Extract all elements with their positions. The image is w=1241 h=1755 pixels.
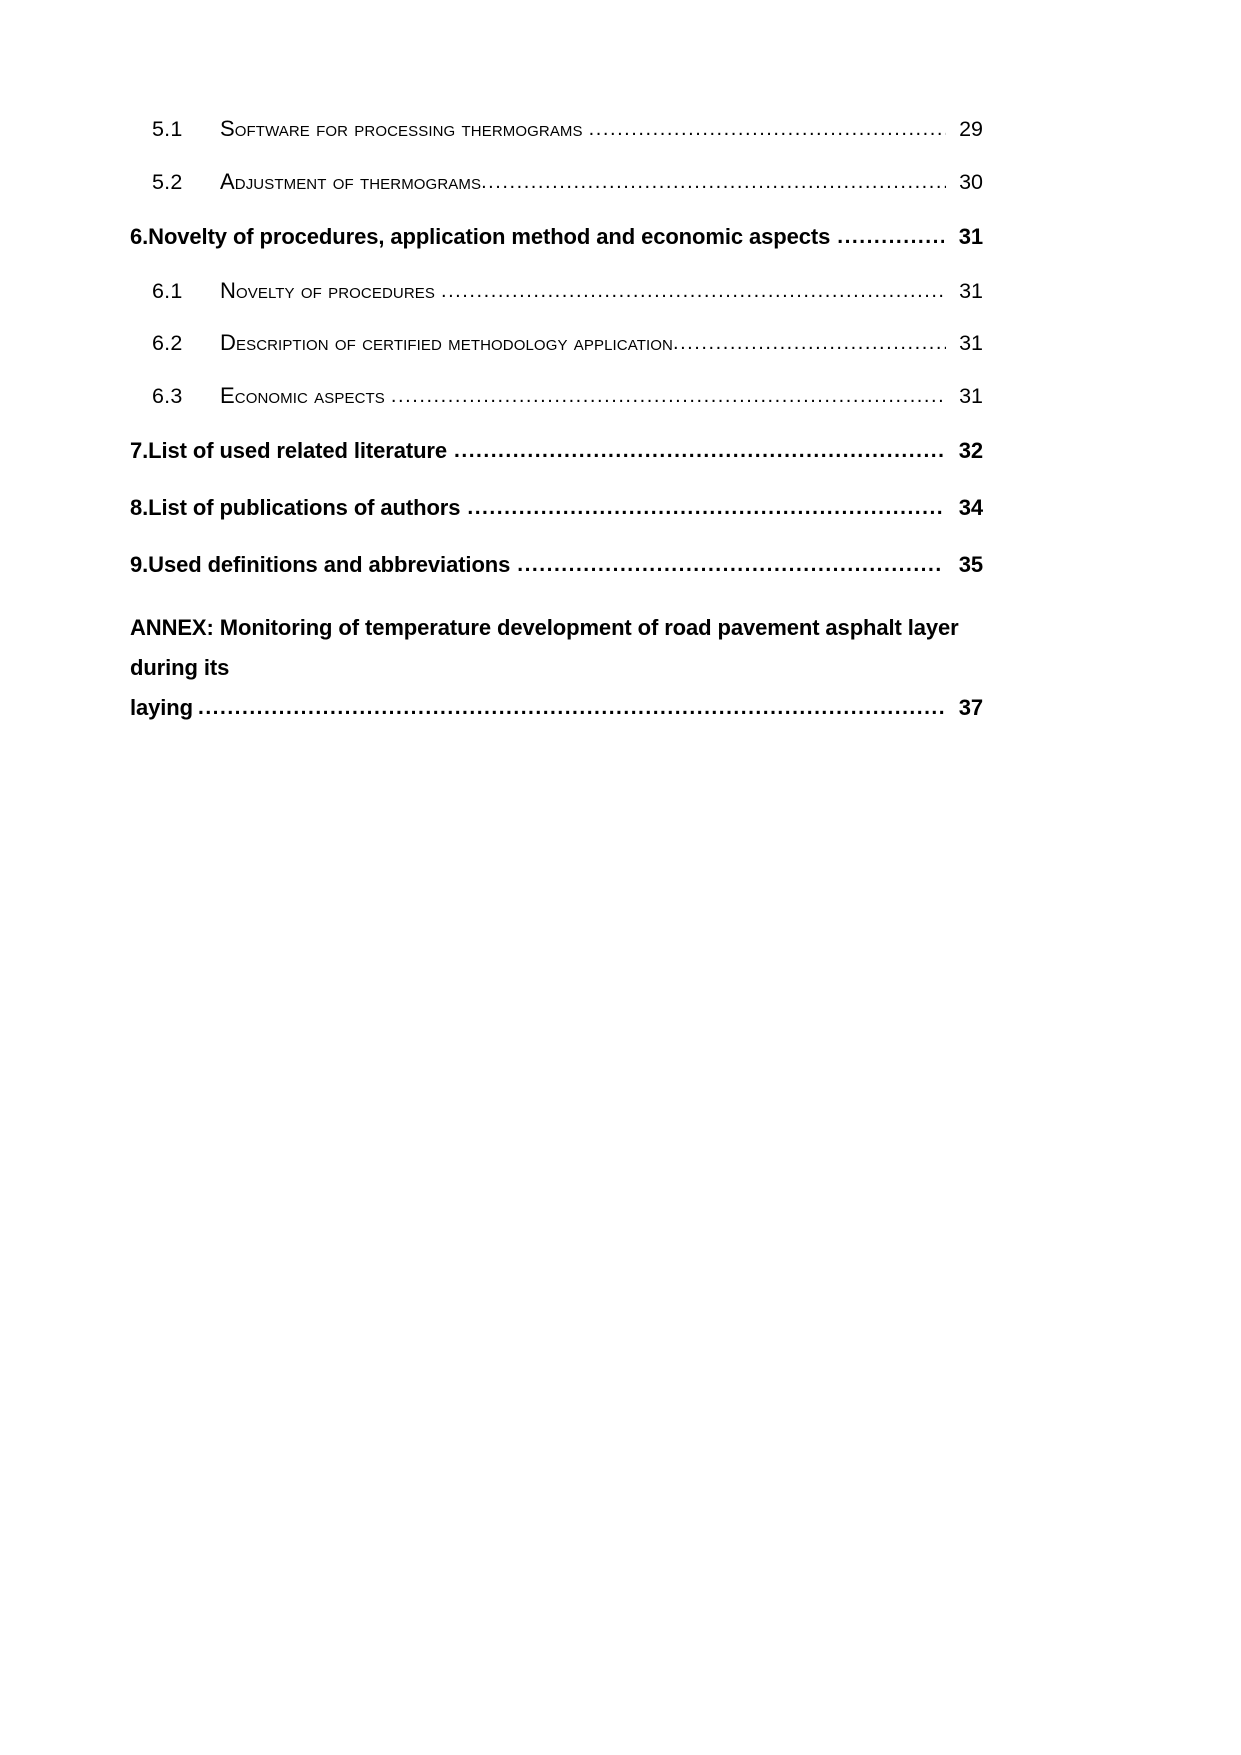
- toc-entry-5-2[interactable]: [130, 168, 983, 194]
- toc-page-number: 31: [959, 278, 983, 303]
- toc-entry-title-line1: ANNEX: Monitoring of temperature development of road pavement asphalt layer during its: [130, 615, 959, 681]
- toc-page-number: 31: [958, 224, 983, 249]
- toc-page-number: 35: [958, 552, 983, 578]
- toc-entry-6-3[interactable]: [130, 382, 983, 408]
- toc-entry-title: Description of certified methodology application: [220, 330, 673, 356]
- toc-page-number: 37: [958, 695, 983, 721]
- toc-leader-dots: [673, 333, 946, 353]
- toc-page-number: 31: [959, 331, 983, 356]
- toc-entry-title: Economic aspects: [220, 382, 385, 408]
- toc-leader-dots: [589, 119, 946, 139]
- toc-entry-number: 6.3: [152, 383, 183, 408]
- toc-entry-title: Novelty of procedures, application method and economic aspects: [148, 224, 831, 249]
- toc-entry-number: 9.: [130, 552, 149, 578]
- toc-entry-title: List of used related literature: [148, 438, 448, 464]
- toc-entry-title: List of publications of authors: [148, 495, 461, 521]
- table-of-contents: [130, 118, 983, 756]
- toc-entry-7[interactable]: [130, 437, 983, 466]
- toc-entry-number: 6.: [130, 224, 149, 249]
- toc-entry-8[interactable]: [130, 494, 983, 523]
- toc-entry-6-1[interactable]: [130, 277, 983, 303]
- toc-entry-annex-line2: [130, 688, 983, 728]
- toc-entry-title: Used definitions and abbreviations: [148, 552, 511, 578]
- toc-leader-dots: [467, 495, 944, 522]
- toc-leader-dots: [837, 224, 944, 251]
- toc-entry-number: 6.1: [152, 278, 183, 303]
- toc-entry-title: Novelty of procedures: [220, 277, 435, 303]
- toc-entry-number: 7.: [130, 438, 149, 464]
- toc-page-number: 31: [959, 383, 983, 408]
- toc-leader-dots: [198, 689, 944, 727]
- toc-leader-dots: [441, 281, 946, 301]
- toc-entry-number: 5.1: [152, 117, 183, 141]
- toc-page-number: 29: [959, 117, 983, 141]
- toc-entry-annex[interactable]: [130, 608, 983, 728]
- toc-entry-9[interactable]: [130, 551, 983, 580]
- toc-leader-dots: [391, 386, 946, 406]
- toc-entry-number: 8.: [130, 495, 149, 521]
- toc-entry-number: 6.2: [152, 331, 183, 356]
- toc-page-number: 30: [959, 169, 983, 194]
- toc-leader-dots: [454, 438, 944, 465]
- toc-entry-title: Software for processing thermograms: [220, 116, 583, 141]
- toc-leader-dots: [481, 172, 946, 192]
- toc-leader-dots: [517, 552, 944, 579]
- toc-entry-number: 5.2: [152, 169, 183, 194]
- toc-page-number: 32: [958, 438, 983, 464]
- toc-entry-5-1[interactable]: [130, 118, 983, 141]
- toc-entry-title-line2: laying: [130, 695, 193, 721]
- toc-entry-title: Adjustment of thermograms: [220, 168, 482, 194]
- toc-page-number: 34: [958, 495, 983, 521]
- toc-entry-6[interactable]: [130, 223, 983, 252]
- toc-entry-6-2[interactable]: [130, 332, 983, 355]
